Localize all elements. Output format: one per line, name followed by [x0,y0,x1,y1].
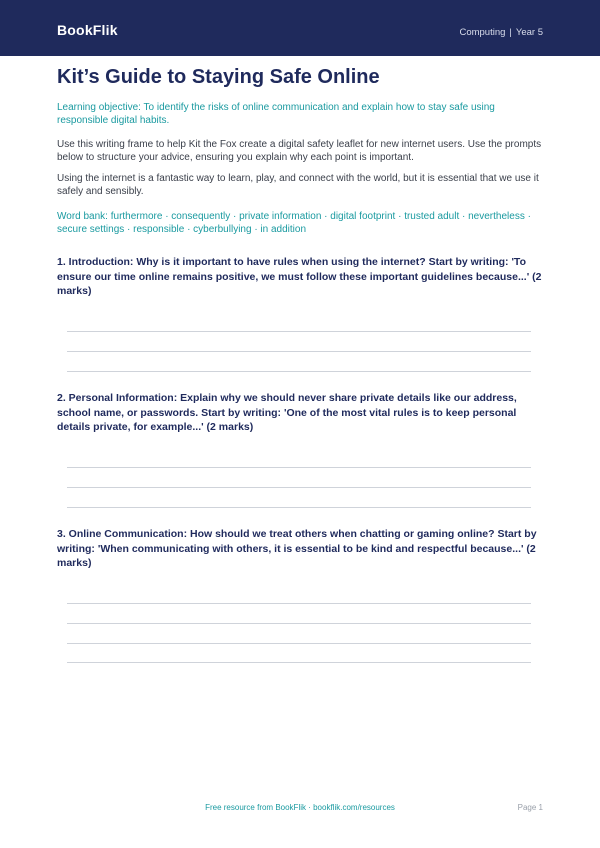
answer-line[interactable] [67,351,531,352]
learning-objective: Learning objective: To identify the risks of online communication and explain how to stay safe using responsible digital habits. [57,102,495,126]
answer-line[interactable] [67,643,531,644]
subject-label: Computing [459,27,506,38]
intro-paragraph-1: Use this writing frame to help Kit the Fox create a digital safety leaflet for new internet users. Use the prompts below to structure your advice, ensuring you explain why each point is important. [57,139,542,163]
answer-line[interactable] [67,371,531,372]
meta-separator: | [509,27,512,38]
brand-logo-text: BookFlik [57,22,118,38]
year-label: Year 5 [515,27,543,38]
answer-line[interactable] [67,331,531,332]
question-3-prompt: 3. Online Communication: How should we treat others when chatting or gaming online? Start by writing: 'When communicating with others, it is essential to be kind and respectful because...' (2 marks) [57,528,537,569]
answer-line[interactable] [67,623,531,624]
answer-line[interactable] [67,487,531,488]
question-2-prompt: 2. Personal Information: Explain why we should never share private details like our address, school name, or passwords. Start by writing: 'One of the most vital rules is to keep personal details private, for example...' (2 marks) [57,392,517,433]
answer-line[interactable] [67,467,531,468]
answer-line[interactable] [67,662,531,663]
answer-line[interactable] [67,507,531,508]
intro-paragraph-2: Using the internet is a fantastic way to learn, play, and connect with the world, but it is essential that we use it safely and sensibly. [57,173,539,197]
footer-resource-link[interactable]: Free resource from BookFlik · bookflik.com/resources [205,803,395,812]
page-header [0,0,600,56]
question-1-prompt: 1. Introduction: Why is it important to have rules when using the internet? Start by writing: 'To ensure our time online remains positive, we must follow these important guidelines because...' (2 marks) [57,256,542,297]
page-title: Kit’s Guide to Staying Safe Online [57,66,380,88]
answer-line[interactable] [67,603,531,604]
page-number: Page 1 [517,803,543,812]
word-bank: Word bank: furthermore · consequently · private information · digital footprint · trusted adult · nevertheless · secure settings · responsible · cyberbullying · in addition [57,211,531,235]
subject-year-label [459,27,543,38]
